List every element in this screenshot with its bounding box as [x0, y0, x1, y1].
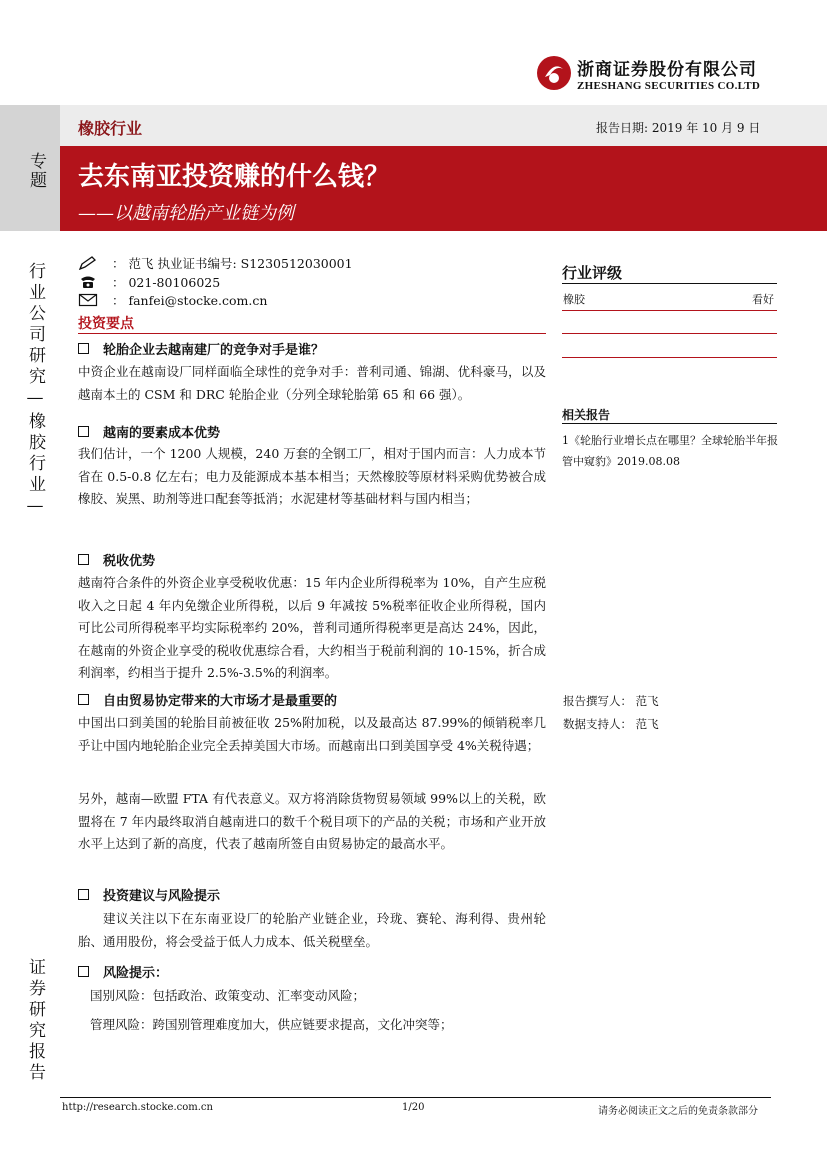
author-phone-text: ： 021-80106025 — [112, 275, 221, 290]
checkbox-bullet-icon — [78, 554, 89, 565]
company-logo-icon — [536, 55, 572, 91]
footer-page-number: 1/20 — [402, 1102, 425, 1113]
section-head-cost — [78, 422, 220, 441]
checkbox-bullet-icon — [78, 889, 89, 900]
section-body-fta-1: 中国出口到美国的轮胎目前被征收 25%附加税，以及最高达 87.99%的倾销税率几乎让中国内地轮胎企业完全丢掉美国大市场。而越南出口到美国享受 4%关税待遇； — [78, 715, 546, 753]
section-head-text: 越南的要素成本优势 — [103, 426, 221, 441]
report-tag: 专题 — [26, 152, 46, 190]
checkbox-bullet-icon — [78, 343, 89, 354]
checkbox-bullet-icon — [78, 966, 89, 977]
section-head-text: 税收优势 — [103, 554, 156, 569]
report-date: 报告日期: 2019 年 10 月 9 日 — [596, 121, 761, 135]
checkbox-bullet-icon — [78, 426, 89, 437]
envelope-icon — [78, 293, 98, 307]
report-subtitle: ——以越南轮胎产业链为例 — [78, 203, 294, 224]
risk-item-management: 管理风险：跨国别管理难度加大，供应链要求提高，文化冲突等； — [90, 1017, 453, 1032]
author-phone-row — [78, 273, 220, 291]
company-name-en: ZHESHANG SECURITIES CO.LTD — [577, 80, 761, 92]
section-body-advice: 建议关注以下在东南亚设厂的轮胎产业链企业，玲珑、赛轮、海利得、贵州轮胎、通用股份，将会受益于低人力成本、低关税壁垒。 — [78, 911, 546, 949]
section-body-fta-2: 另外，越南—欧盟 FTA 有代表意义。双方将消除货物贸易领域 99%以上的关税，欧盟将在 7 年内最终取消自越南进口的数千个税目项下的产品的关税；市场和产业开放水平上达到了新的高度，代表了越南所签自由贸易协定的最高水平。 — [78, 791, 546, 851]
section-head-risk — [78, 962, 168, 981]
footer-url-link[interactable]: http://research.stocke.com.cn — [62, 1102, 213, 1113]
rating-title: 行业评级 — [562, 264, 623, 282]
section-head-advice — [78, 885, 220, 904]
rating-divider — [562, 283, 777, 284]
side-category-label: 行业公司研究—橡胶行业— — [25, 262, 45, 520]
checkbox-bullet-icon — [78, 694, 89, 705]
section-body-competitors: 中资企业在越南设厂同样面临全球性的竞争对手：普利司通、锦湖、优科豪马，以及越南本土的 CSM 和 DRC 轮胎企业（分列全球轮胎第 65 和 66 强）。 — [78, 364, 546, 402]
related-divider — [562, 423, 777, 424]
phone-icon — [78, 275, 98, 289]
footer-disclaimer-note: 请务必阅读正文之后的免责条款部分 — [598, 1106, 758, 1117]
footer-divider — [60, 1097, 771, 1098]
industry-name: 橡胶行业 — [78, 119, 143, 138]
section-head-text: 风险提示： — [103, 966, 169, 981]
related-reports-title: 相关报告 — [562, 408, 611, 422]
author-name-row — [78, 254, 353, 272]
rating-line-3 — [562, 357, 777, 358]
risk-item-country: 国别风险：包括政治、政策变动、汇率变动风险； — [90, 988, 366, 1003]
section-head-fta — [78, 690, 337, 709]
author-email-row — [78, 291, 267, 309]
section-head-text: 自由贸易协定带来的大市场才是最重要的 — [103, 694, 338, 709]
section-head-tax — [78, 550, 155, 569]
rating-line-2 — [562, 333, 777, 334]
data-support: 数据支持人： 范飞 — [563, 717, 659, 731]
author-email-text: ： fanfei@stocke.com.cn — [112, 293, 268, 308]
report-writer: 报告撰写人： 范飞 — [563, 694, 659, 708]
rating-value: 看好 — [752, 293, 774, 306]
section-head-competitors — [78, 339, 324, 358]
rating-sector: 橡胶 — [563, 293, 585, 306]
section-body-cost: 我们估计，一个 1200 人规模，240 万套的全钢工厂，相对于国内而言：人力成本节省在 0.5-0.8 亿左右；电力及能源成本基本相当；天然橡胶等原材料采购优势被合成橡胶、炭黑、助剂等进口配套等抵消；水泥建材等基础材料与国内相当； — [78, 446, 546, 506]
key-points-title: 投资要点 — [78, 316, 134, 332]
section-head-text: 轮胎企业去越南建厂的竞争对手是谁？ — [103, 343, 325, 358]
section-body-tax: 越南符合条件的外资企业享受税收优惠：15 年内企业所得税率为 10%，自产生应税收入之日起 4 年内免缴企业所得税，以后 9 年减按 5%税率征收企业所得税，国内可比公司所得税率平均实际税率约 20%，普利司通所得税率更是高达 24%，因此，在越南的外资企业享受的税收优惠综合看，大约相当于税前利润的 10-15%，折合成利润率，约相当于提升 2.5%-3.5%的利润率。 — [78, 575, 546, 680]
related-report-link[interactable]: 1《轮胎行业增长点在哪里？全球轮胎半年报管中窥豹》2019.08.08 — [562, 434, 778, 468]
report-title: 去东南亚投资赚的什么钱？ — [78, 162, 391, 192]
section-head-text: 投资建议与风险提示 — [103, 889, 221, 904]
pen-icon — [78, 256, 98, 270]
key-points-divider — [78, 333, 546, 334]
company-name-cn: 浙商证券股份有限公司 — [577, 60, 757, 80]
side-report-type-label: 证券研究报告 — [25, 958, 45, 1084]
author-name-text: ： 范飞 执业证书编号: S1230512030001 — [112, 256, 353, 271]
rating-line-1 — [562, 310, 777, 311]
